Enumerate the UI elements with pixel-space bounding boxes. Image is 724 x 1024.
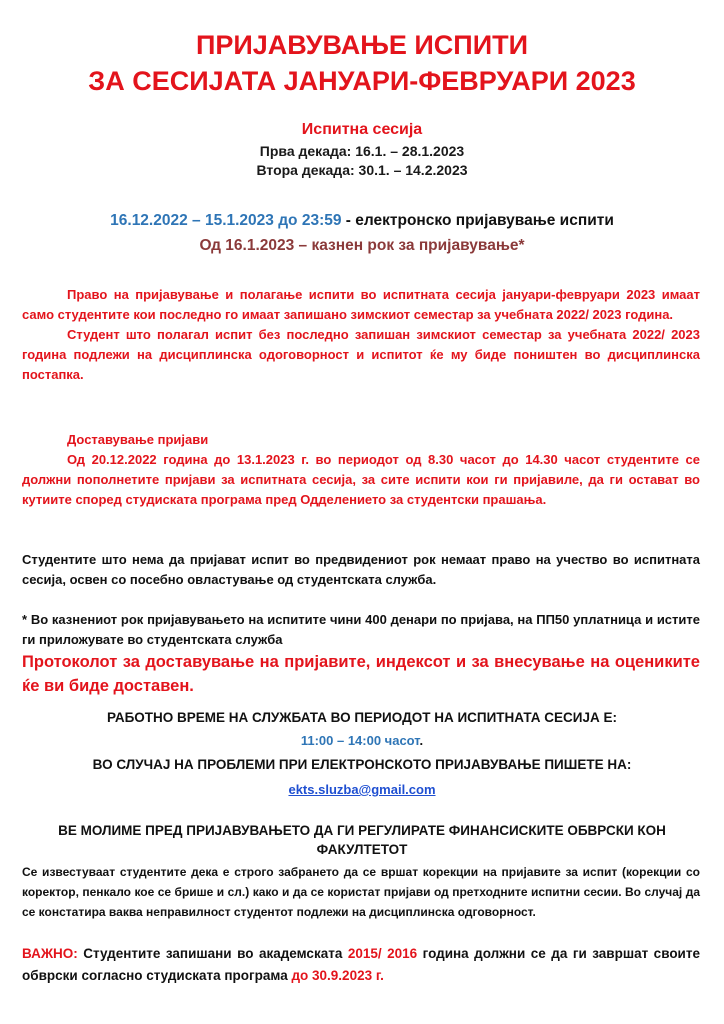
finance-section (22, 862, 700, 922)
corrections-notice: Се известуваат студентите дека е строго забрането да се вршат корекции на пријавите за испит (корекции со коректор, пенкало кое се брише и сл.) како и да се користат пријави од претходните испитни сесии. Во случај да се констатира ваква неправилност студентот подлежи на дисциплинска одговорност. (22, 865, 700, 919)
finance-title-line-1: ВЕ МОЛИМЕ ПРЕД ПРИЈАВУВАЊЕТО ДА ГИ РЕГУЛИРАТЕ ФИНАНСИСКИТЕ ОБВРСКИ КОН (58, 823, 666, 838)
delivery-section (22, 430, 700, 510)
office-hours-title: РАБОТНО ВРЕМЕ НА СЛУЖБАТА ВО ПЕРИОДОТ НА ИСПИТНАТА СЕСИЈА Е: (107, 710, 617, 725)
document-title-line-2: ЗА СЕСИЈАТА ЈАНУАРИ-ФЕВРУАРИ 2023 (88, 66, 636, 96)
important-paragraph (22, 943, 700, 987)
contact-email-link[interactable]: ekts.sluzba@gmail.com (288, 782, 436, 797)
registration-period-line (0, 212, 724, 230)
important-text-2: година должни се да ги завршат своите обврски согласно студиската програма (22, 946, 700, 983)
penalty-section (22, 610, 700, 698)
email-line (0, 781, 724, 799)
important-deadline: до 30.9.2023 г. (291, 968, 384, 983)
eligibility-section (22, 285, 700, 385)
office-hours-line (0, 733, 724, 748)
finance-title-line-2: ФАКУЛТЕТОТ (316, 842, 408, 857)
eligibility-paragraph: Право на пријавување и полагање испити во испитната сесија јануари-февруари 2023 имаат само студентите кои последно го имаат запишано зимскиот семестар за учебната 2022/ 2023 година. (22, 287, 700, 322)
penalty-paragraph: * Во казнениот рок пријавувањето на испитите чини 400 денари по пријава, на ПП50 уплатница и истите ги приложувате во студентската служба (22, 612, 700, 647)
problems-title: ВО СЛУЧАЈ НА ПРОБЛЕМИ ПРИ ЕЛЕКТРОНСКОТО ПРИЈАВУВАЊЕ ПИШЕТЕ НА: (92, 757, 632, 772)
session-heading: Испитна сесија (301, 121, 423, 138)
delivery-paragraph: Од 20.12.2022 година до 13.1.2023 г. во периодот од 8.30 часот до 14.30 часот студентите се должни пополнетите пријави за испитната сесија, за сите испити кои ги пријавиле, да ги остават во кутиите според студиската програма пред Одделението за студентски прашања. (22, 452, 700, 507)
session-first-decade: Прва декада: 16.1. – 28.1.2023 (259, 143, 465, 159)
delivery-heading: Доставување пријави (67, 432, 209, 447)
important-years: 2015/ 2016 (347, 946, 418, 961)
protocol-paragraph: Протоколот за доставување на пријавите, индексот и за внесување на оцениките ќе ви биде доставен. (22, 653, 700, 695)
office-hours-dot: . (419, 733, 424, 748)
discipline-paragraph: Студент што полагал испит без последно запишан зимскиот семестар за учебната 2022/ 2023 година подлежи на дисциплинска одоговорност и испитот ќе му биде поништен во дисциплинска постапка. (22, 327, 700, 382)
no-right-paragraph: Студентите што нема да пријават испит во предвидениот рок немаат право на учество во испитната сесија, освен со посебно овластување од студентската служба. (22, 552, 700, 587)
important-text-1: Студентите запишани во академската (77, 946, 348, 961)
registration-period-description: - електронско пријавување испити (341, 212, 614, 229)
office-hours: 11:00 – 14:00 часот (300, 733, 420, 748)
document-title-line-1: ПРИЈАВУВАЊЕ ИСПИТИ (195, 30, 529, 60)
session-second-decade: Втора декада: 30.1. – 14.2.2023 (256, 162, 468, 178)
important-section (22, 943, 700, 987)
important-label: ВАЖНО: (22, 946, 78, 961)
registration-period: 16.12.2022 – 15.1.2023 до 23:59 (110, 212, 342, 229)
no-right-section (22, 550, 700, 590)
late-registration-period: Од 16.1.2023 – казнен рок за пријавување* (199, 237, 525, 254)
